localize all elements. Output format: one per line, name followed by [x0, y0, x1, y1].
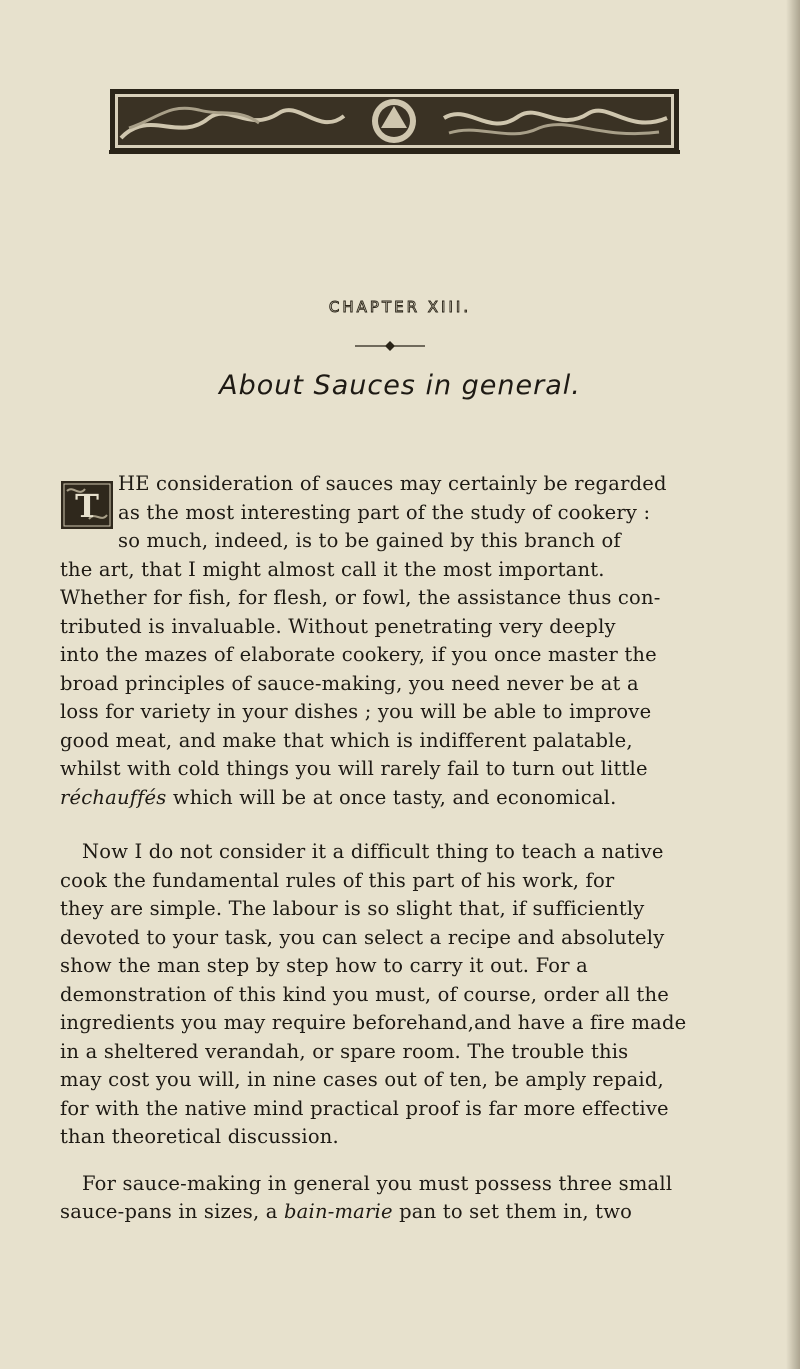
text-fragment: pan to set them in, two	[392, 1200, 633, 1223]
text-line: devoted to your task, you can select a recipe and absolutely	[60, 925, 665, 949]
page-edge-shadow	[786, 0, 800, 1369]
text-line: the art, that I might almost call it the most important.	[60, 557, 605, 581]
text-fragment: sauce-pans in sizes, a	[60, 1200, 284, 1223]
text-line	[60, 1198, 772, 1227]
text-line: into the mazes of elaborate cookery, if you once master the	[60, 643, 657, 666]
text-line: for with the native mind practical proof is far more effective	[60, 1096, 669, 1120]
text-line: broad principles of sauce-making, you need never be at a	[60, 671, 639, 695]
paragraph-3	[60, 1170, 772, 1227]
text-line: so much, indeed, is to be gained by this branch of	[118, 529, 621, 552]
drop-cap-letter: T	[75, 487, 99, 525]
section-title: About Sauces in general.	[219, 370, 581, 401]
ornament-divider	[355, 340, 425, 352]
text-line: in a sheltered verandah, or spare room. The trouble this	[60, 1039, 629, 1063]
decorative-headpiece	[109, 88, 680, 154]
text-line: than theoretical discussion.	[60, 1125, 339, 1148]
text-line: good meat, and make that which is indifferent palatable,	[60, 728, 633, 752]
paragraph-1	[60, 470, 772, 812]
text-line: whilst with cold things you will rarely fail to turn out little	[60, 757, 648, 780]
text-line: as the most interesting part of the study of cookery :	[118, 500, 651, 524]
chapter-heading: CHAPTER XIII.	[328, 298, 472, 316]
text-line: demonstration of this kind you must, of course, order all the	[60, 982, 669, 1006]
text-line	[60, 784, 772, 813]
italic-word: réchauffés	[60, 785, 167, 809]
text-line: may cost you will, in nine cases out of ten, be amply repaid,	[60, 1068, 664, 1091]
text-line: ingredients you may require beforehand,and have a fire made	[60, 1011, 687, 1034]
paragraph-2	[60, 838, 772, 1152]
text-line: For sauce-making in general you must possess three small	[82, 1171, 673, 1195]
text-line: Whether for fish, for flesh, or fowl, the assistance thus con-	[60, 586, 661, 609]
text-line: HE consideration of sauces may certainly be regarded	[118, 472, 667, 495]
text-line: tributed is invaluable. Without penetrating very deeply	[60, 614, 616, 638]
text-fragment: which will be at once tasty, and economical.	[166, 785, 617, 809]
text-line: loss for variety in your dishes ; you will be able to improve	[60, 700, 652, 723]
italic-word: bain-marie	[284, 1200, 393, 1223]
text-line: cook the fundamental rules of this part of his work, for	[60, 868, 615, 892]
body-text	[60, 470, 772, 1227]
text-line: they are simple. The labour is so slight that, if sufficiently	[60, 897, 645, 920]
text-line: show the man step by step how to carry it out. For a	[60, 954, 588, 977]
text-line: Now I do not consider it a difficult thing to teach a native	[82, 840, 664, 863]
